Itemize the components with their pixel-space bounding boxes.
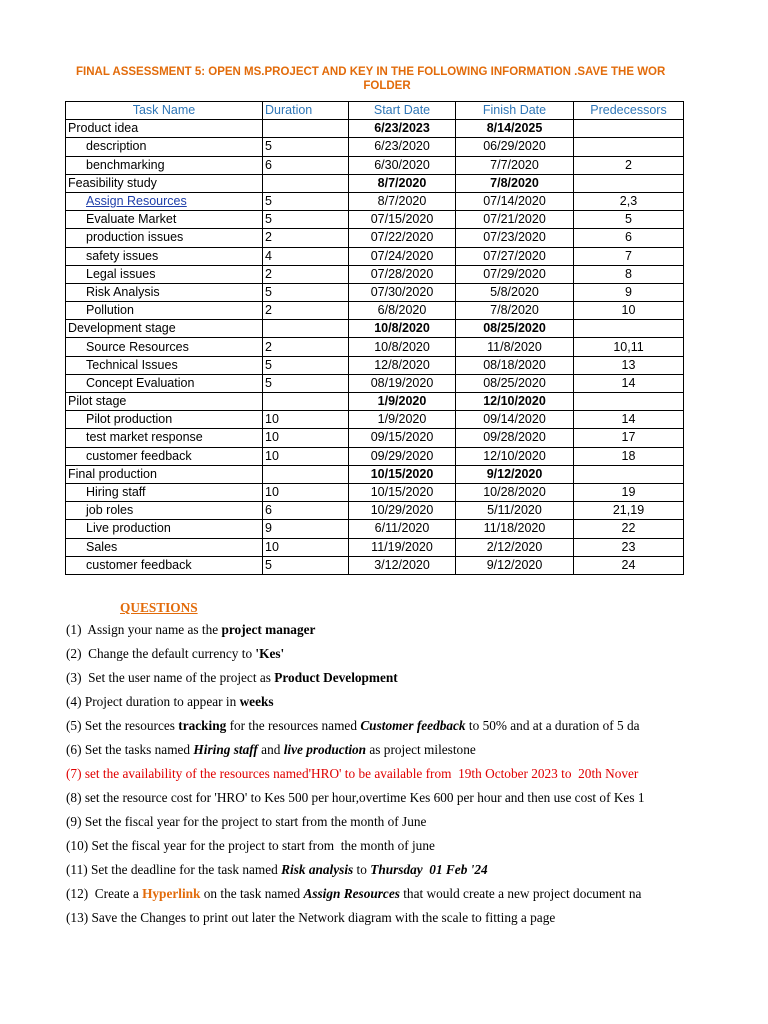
duration-cell: 2 (263, 229, 349, 247)
predecessors-cell: 10 (574, 302, 684, 320)
finish-date-cell: 07/21/2020 (456, 211, 574, 229)
table-header-row (66, 102, 684, 120)
duration-cell (263, 174, 349, 192)
task-name-cell: benchmarking (66, 156, 263, 174)
start-date-cell: 8/7/2020 (349, 174, 456, 192)
question-text: Set the resources (81, 718, 179, 733)
task-name-cell: Legal issues (66, 265, 263, 283)
predecessors-cell: 23 (574, 538, 684, 556)
task-name-cell: Feasibility study (66, 174, 263, 192)
duration-cell: 10 (263, 538, 349, 556)
start-date-cell: 07/24/2020 (349, 247, 456, 265)
task-name-cell (66, 192, 263, 210)
duration-cell: 2 (263, 338, 349, 356)
predecessors-cell: 19 (574, 483, 684, 501)
table-row (66, 538, 684, 556)
table-row (66, 374, 684, 392)
task-name-cell: safety issues (66, 247, 263, 265)
finish-date-cell: 7/8/2020 (456, 302, 574, 320)
finish-date-cell: 12/10/2020 (456, 447, 574, 465)
question-text: project manager (221, 622, 316, 637)
table-row (66, 393, 684, 411)
question-number: (10) (66, 838, 89, 853)
task-name-cell: customer feedback (66, 556, 263, 574)
question-text: set the availability of the resources named'HRO' to be available from 19th October 2023 to 20th Nover (81, 766, 639, 781)
question-text: Change the default currency to (81, 646, 256, 661)
table-row (66, 429, 684, 447)
predecessors-cell: 13 (574, 356, 684, 374)
assign-resources-link[interactable]: Assign Resources (86, 194, 187, 209)
question-text: for the resources named (226, 718, 361, 733)
duration-cell (263, 393, 349, 411)
start-date-cell: 09/15/2020 (349, 429, 456, 447)
start-date-cell: 12/8/2020 (349, 356, 456, 374)
question-item (0, 690, 686, 714)
task-name-cell: job roles (66, 502, 263, 520)
duration-cell: 5 (263, 283, 349, 301)
question-item (0, 642, 686, 666)
start-date-cell: 10/8/2020 (349, 320, 456, 338)
finish-date-cell: 10/28/2020 (456, 483, 574, 501)
duration-cell (263, 320, 349, 338)
table-row (66, 247, 684, 265)
table-row (66, 283, 684, 301)
question-text: Customer feedback (360, 718, 466, 733)
task-name-cell: customer feedback (66, 447, 263, 465)
predecessors-cell: 2,3 (574, 192, 684, 210)
start-date-cell: 07/22/2020 (349, 229, 456, 247)
start-date-cell: 07/28/2020 (349, 265, 456, 283)
finish-date-cell: 08/18/2020 (456, 356, 574, 374)
duration-cell (263, 120, 349, 138)
table-row (66, 556, 684, 574)
finish-date-cell: 07/27/2020 (456, 247, 574, 265)
duration-cell: 10 (263, 483, 349, 501)
predecessors-cell: 2 (574, 156, 684, 174)
finish-date-cell: 08/25/2020 (456, 374, 574, 392)
header-duration: Duration (263, 102, 349, 120)
predecessors-cell: 21,19 (574, 502, 684, 520)
question-item (0, 714, 686, 738)
finish-date-cell: 07/29/2020 (456, 265, 574, 283)
table-row (66, 520, 684, 538)
predecessors-cell: 10,11 (574, 338, 684, 356)
task-name-cell: Hiring staff (66, 483, 263, 501)
title-line-1: FINAL ASSESSMENT 5: OPEN MS.PROJECT AND KEY IN THE FOLLOWING INFORMATION .SAVE THE WOR (76, 66, 666, 78)
question-text: Set the user name of the project as (81, 670, 275, 685)
question-number: (11) (66, 862, 88, 877)
task-name-cell: Pollution (66, 302, 263, 320)
question-text: set the resource cost for 'HRO' to Kes 500 per hour,overtime Kes 600 per hour and then use cost of Kes 1 (81, 790, 645, 805)
duration-cell: 5 (263, 374, 349, 392)
question-text: to (353, 862, 371, 877)
start-date-cell: 6/30/2020 (349, 156, 456, 174)
task-name-cell: Source Resources (66, 338, 263, 356)
question-text: that would create a new project document na (399, 886, 642, 901)
predecessors-cell (574, 393, 684, 411)
start-date-cell: 10/15/2020 (349, 483, 456, 501)
task-name-cell: description (66, 138, 263, 156)
duration-cell: 4 (263, 247, 349, 265)
question-text: Hiring staff (193, 742, 258, 757)
duration-cell: 10 (263, 447, 349, 465)
predecessors-cell (574, 138, 684, 156)
finish-date-cell: 09/28/2020 (456, 429, 574, 447)
table-row (66, 502, 684, 520)
start-date-cell: 6/8/2020 (349, 302, 456, 320)
question-text: Set the fiscal year for the project to start from the month of June (81, 814, 427, 829)
finish-date-cell: 7/7/2020 (456, 156, 574, 174)
predecessors-cell: 5 (574, 211, 684, 229)
duration-cell: 5 (263, 356, 349, 374)
question-item (0, 858, 686, 882)
duration-cell: 5 (263, 556, 349, 574)
predecessors-cell: 14 (574, 411, 684, 429)
question-number: (13) (66, 910, 89, 925)
finish-date-cell: 9/12/2020 (456, 556, 574, 574)
questions-section (0, 598, 686, 930)
question-text: to 50% and at a duration of 5 da (465, 718, 640, 733)
task-name-cell: Product idea (66, 120, 263, 138)
predecessors-cell: 17 (574, 429, 684, 447)
question-text: Assign Resources (303, 886, 400, 901)
duration-cell: 6 (263, 156, 349, 174)
table-row (66, 447, 684, 465)
predecessors-cell (574, 465, 684, 483)
table-row (66, 174, 684, 192)
start-date-cell: 1/9/2020 (349, 411, 456, 429)
question-text: as project milestone (366, 742, 476, 757)
question-number: (9) (66, 814, 82, 829)
finish-date-cell: 2/12/2020 (456, 538, 574, 556)
table-row (66, 320, 684, 338)
header-finish-date: Finish Date (456, 102, 574, 120)
predecessors-cell: 18 (574, 447, 684, 465)
question-item (0, 810, 686, 834)
table-row (66, 302, 684, 320)
question-text: Assign your name as the (81, 622, 222, 637)
table-row (66, 120, 684, 138)
finish-date-cell: 5/11/2020 (456, 502, 574, 520)
question-item (0, 738, 686, 762)
finish-date-cell: 11/18/2020 (456, 520, 574, 538)
header-predecessors: Predecessors (574, 102, 684, 120)
question-number: (7) (66, 766, 82, 781)
predecessors-cell (574, 320, 684, 338)
start-date-cell: 6/11/2020 (349, 520, 456, 538)
question-number: (4) (66, 694, 82, 709)
predecessors-cell: 24 (574, 556, 684, 574)
question-item (0, 786, 686, 810)
question-text: Set the tasks named (81, 742, 194, 757)
start-date-cell: 3/12/2020 (349, 556, 456, 574)
start-date-cell: 08/19/2020 (349, 374, 456, 392)
start-date-cell: 10/29/2020 (349, 502, 456, 520)
question-text: Create a (88, 886, 143, 901)
table-row (66, 338, 684, 356)
task-name-cell: Pilot stage (66, 393, 263, 411)
question-text: Risk analysis (281, 862, 354, 877)
start-date-cell: 10/8/2020 (349, 338, 456, 356)
table-row (66, 192, 684, 210)
start-date-cell: 6/23/2020 (349, 138, 456, 156)
duration-cell: 10 (263, 429, 349, 447)
start-date-cell: 1/9/2020 (349, 393, 456, 411)
predecessors-cell: 6 (574, 229, 684, 247)
question-text: tracking (178, 718, 227, 733)
duration-cell: 6 (263, 502, 349, 520)
start-date-cell: 8/7/2020 (349, 192, 456, 210)
predecessors-cell: 7 (574, 247, 684, 265)
duration-cell: 5 (263, 211, 349, 229)
question-text: Project duration to appear in (81, 694, 240, 709)
duration-cell: 5 (263, 138, 349, 156)
table-row (66, 411, 684, 429)
duration-cell (263, 465, 349, 483)
table-row (66, 211, 684, 229)
question-item (0, 762, 686, 786)
question-text: Set the deadline for the task named (87, 862, 282, 877)
question-item (0, 834, 686, 858)
question-text: Hyperlink (142, 886, 201, 901)
question-number: (6) (66, 742, 82, 757)
question-text: and (257, 742, 284, 757)
task-name-cell: Risk Analysis (66, 283, 263, 301)
question-text: Save the Changes to print out later the Network diagram with the scale to fitting a page (88, 910, 556, 925)
header-start-date: Start Date (349, 102, 456, 120)
question-text: 'Kes' (255, 646, 285, 661)
task-name-cell: test market response (66, 429, 263, 447)
task-name-cell: Pilot production (66, 411, 263, 429)
task-name-cell: Development stage (66, 320, 263, 338)
finish-date-cell: 8/14/2025 (456, 120, 574, 138)
question-text: on the task named (200, 886, 304, 901)
table-row (66, 138, 684, 156)
start-date-cell: 6/23/2023 (349, 120, 456, 138)
header-task-name: Task Name (66, 102, 263, 120)
task-name-cell: Evaluate Market (66, 211, 263, 229)
task-table (65, 101, 684, 575)
task-name-cell: production issues (66, 229, 263, 247)
predecessors-cell: 22 (574, 520, 684, 538)
predecessors-cell (574, 120, 684, 138)
question-text: Set the fiscal year for the project to start from the month of june (88, 838, 435, 853)
title-line-2: FOLDER (363, 80, 411, 92)
start-date-cell: 09/29/2020 (349, 447, 456, 465)
finish-date-cell: 9/12/2020 (456, 465, 574, 483)
question-item (0, 906, 686, 930)
question-text: Thursday 01 Feb '24 (370, 862, 488, 877)
finish-date-cell: 12/10/2020 (456, 393, 574, 411)
assessment-title (0, 66, 686, 92)
table-row (66, 483, 684, 501)
finish-date-cell: 7/8/2020 (456, 174, 574, 192)
task-name-cell: Live production (66, 520, 263, 538)
predecessors-cell (574, 174, 684, 192)
task-name-cell: Sales (66, 538, 263, 556)
start-date-cell: 11/19/2020 (349, 538, 456, 556)
question-number: (1) (66, 622, 82, 637)
predecessors-cell: 8 (574, 265, 684, 283)
finish-date-cell: 07/14/2020 (456, 192, 574, 210)
question-text: live production (283, 742, 367, 757)
questions-heading: QUESTIONS (120, 600, 198, 615)
finish-date-cell: 08/25/2020 (456, 320, 574, 338)
start-date-cell: 07/30/2020 (349, 283, 456, 301)
questions-list (0, 618, 686, 930)
question-number: (5) (66, 718, 82, 733)
table-row (66, 356, 684, 374)
question-item (0, 882, 686, 906)
table-row (66, 465, 684, 483)
predecessors-cell: 14 (574, 374, 684, 392)
duration-cell: 2 (263, 265, 349, 283)
finish-date-cell: 11/8/2020 (456, 338, 574, 356)
question-item (0, 618, 686, 642)
predecessors-cell: 9 (574, 283, 684, 301)
finish-date-cell: 5/8/2020 (456, 283, 574, 301)
question-number: (2) (66, 646, 82, 661)
task-name-cell: Technical Issues (66, 356, 263, 374)
question-number: (3) (66, 670, 82, 685)
start-date-cell: 10/15/2020 (349, 465, 456, 483)
finish-date-cell: 06/29/2020 (456, 138, 574, 156)
finish-date-cell: 09/14/2020 (456, 411, 574, 429)
duration-cell: 9 (263, 520, 349, 538)
question-item (0, 666, 686, 690)
task-name-cell: Final production (66, 465, 263, 483)
finish-date-cell: 07/23/2020 (456, 229, 574, 247)
question-text: Product Development (274, 670, 398, 685)
question-number: (8) (66, 790, 82, 805)
duration-cell: 10 (263, 411, 349, 429)
table-row (66, 265, 684, 283)
task-name-cell: Concept Evaluation (66, 374, 263, 392)
table-row (66, 156, 684, 174)
duration-cell: 2 (263, 302, 349, 320)
duration-cell: 5 (263, 192, 349, 210)
table-row (66, 229, 684, 247)
start-date-cell: 07/15/2020 (349, 211, 456, 229)
question-text: weeks (239, 694, 274, 709)
question-number: (12) (66, 886, 89, 901)
